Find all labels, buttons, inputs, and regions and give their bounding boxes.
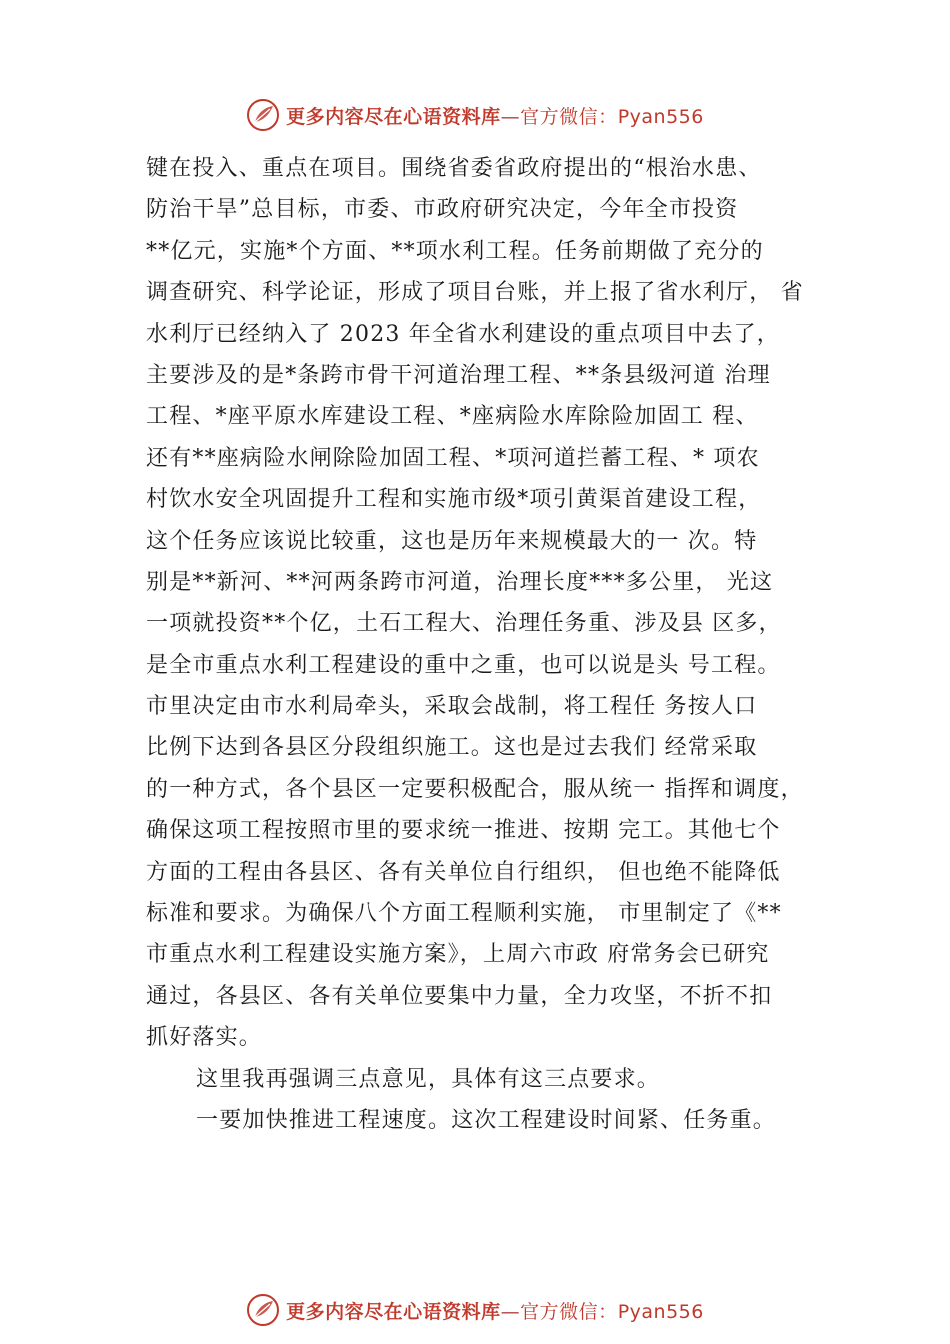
watermark-library: 更多内容尽在心语资料库 (286, 105, 501, 128)
text-line: **亿元，实施*个方面、**项水利工程。任务前期做了充分的 (146, 238, 764, 264)
watermark-text (286, 1297, 704, 1324)
text-line: 比例下达到各县区分段组织施工。这也是过去我们 经常采取 (146, 735, 758, 761)
header-watermark (0, 95, 950, 135)
watermark-channel: 官方微信： (520, 105, 618, 128)
text-line: 调查研究、科学论证，形成了项目台账，并上报了省水利厅， 省 (146, 280, 804, 306)
watermark-channel: 官方微信： (520, 1300, 618, 1323)
text-line: 的一种方式，各个县区一定要积极配合，服从统一 指挥和调度， (146, 776, 804, 802)
text-line: 抓好落实。 (146, 1025, 263, 1051)
leaf-quill-logo-icon (246, 98, 280, 132)
paragraph-line: 一要加快推进工程速度。这次工程建设时间紧、任务重。 (196, 1107, 777, 1133)
text-line: 工程、*座平原水库建设工程、*座病险水库除险加固工 程、 (146, 404, 759, 430)
text-line: 是全市重点水利工程建设的重中之重，也可以说是头 号工程。 (146, 652, 781, 678)
watermark-dash: — (500, 1300, 521, 1323)
text-line: 村饮水安全巩固提升工程和实施市级*项引黄渠首建设工程， (146, 487, 762, 513)
text-line: 防治干旱”总目标，市委、市政府研究决定，今年全市投资 (146, 197, 739, 223)
text-line: 通过，各县区、各有关单位要集中力量，全力攻坚，不折不扣 (146, 983, 773, 1009)
paragraph-line: 这里我再强调三点意见，具体有这三点要求。 (196, 1066, 661, 1092)
text-line: 确保这项工程按照市里的要求统一推进、按期 完工。其他七个 (146, 818, 781, 844)
text-line: 一项就投资**个亿，土石工程大、治理任务重、涉及县 区多， (146, 611, 782, 637)
text-line: 标准和要求。为确保八个方面工程顺利实施， 市里制定了《** (146, 901, 782, 927)
document-body (146, 148, 818, 1141)
text-line: 别是**新河、**河两条跨市河道，治理长度***多公里， 光这 (146, 569, 774, 595)
watermark-library: 更多内容尽在心语资料库 (286, 1300, 501, 1323)
footer-watermark (0, 1290, 950, 1330)
text-line: 方面的工程由各县区、各有关单位自行组织， 但也绝不能降低 (146, 859, 781, 885)
leaf-quill-logo-icon (246, 1293, 280, 1327)
watermark-text (286, 102, 704, 129)
text-line: 市重点水利工程建设实施方案》，上周六市政 府常务会已研究 (146, 942, 770, 968)
watermark-id: Pyan556 (617, 105, 704, 128)
text-line: 市里决定由市水利局牵头，采取会战制，将工程任 务按人口 (146, 694, 758, 720)
text-line: 还有**座病险水闸除险加固工程、*项河道拦蓄工程、* 项农 (146, 445, 760, 471)
text-line: 键在投入、重点在项目。围绕省委省政府提出的“根治水患、 (146, 156, 762, 181)
text-line: 水利厅已经纳入了 2023 年全省水利建设的重点项目中去了， (146, 321, 780, 347)
watermark-id: Pyan556 (617, 1300, 704, 1323)
text-line: 主要涉及的是*条跨市骨干河道治理工程、**条县级河道 治理 (146, 362, 771, 388)
watermark-dash: — (500, 105, 521, 128)
text-line: 这个任务应该说比较重，这也是历年来规模最大的一 次。特 (146, 528, 758, 554)
